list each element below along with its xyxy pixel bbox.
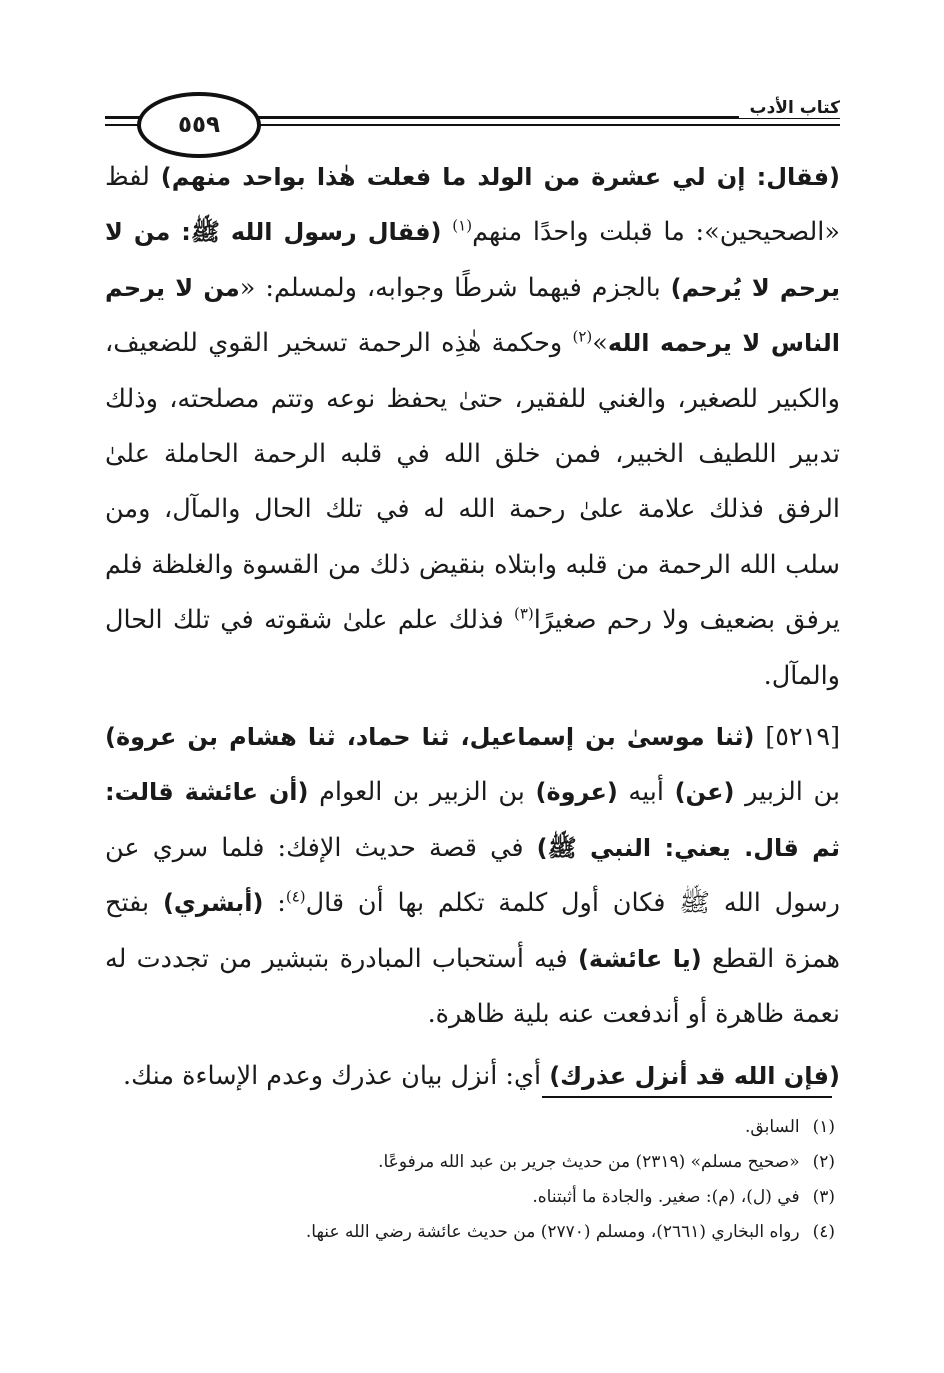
page-number-badge	[137, 92, 261, 158]
bold-text: (فقال رسول الله ﷺ: من لا يرحم لا يُرحم)	[105, 218, 840, 302]
footnote-4	[105, 1215, 835, 1250]
bold-text: (أبشري)	[162, 889, 264, 918]
hadith-number: [٥٢١٩]	[754, 722, 841, 753]
bold-text: (عروة)	[535, 778, 618, 807]
bold-text: من لا يرحم الناس لا يرحمه الله	[105, 273, 841, 358]
footnote-ref: (٢)	[572, 327, 593, 346]
footnote-1	[105, 1110, 835, 1145]
text: »	[592, 328, 608, 359]
text: بفتح همزة القطع	[105, 888, 841, 974]
footnote-number: (١)	[812, 1117, 835, 1137]
footnote-separator	[542, 1096, 832, 1098]
bold-text: (ثنا موسىٰ بن إسماعيل، ثنا حماد، ثنا هشام بن عروة)	[105, 723, 755, 752]
footnote-text: رواه البخاري (٢٦٦١)، ومسلم (٢٧٧٠) من حديث عائشة رضي الله عنها.	[305, 1222, 800, 1242]
bold-text: (فقال: إن لي عشرة من الولد ما فعلت هٰذا بواحد منهم)	[160, 163, 841, 191]
text: فيه أستحباب المبادرة بتبشير من تجددت له نعمة ظاهرة أو أندفعت عنه بلية ظاهرة.	[105, 943, 840, 1030]
bold-text: (عن)	[674, 778, 735, 807]
text	[442, 217, 453, 247]
text: أي: أنزل بيان عذرك وعدم الإساءة منك.	[123, 1060, 550, 1091]
text: بن الزبير بن العوام	[308, 777, 536, 808]
bold-text: (أن عائشة قالت: ثم قال. يعني: النبي ﷺ)	[105, 778, 840, 862]
text: في قصة حديث الإفك: فلما سري عن رسول الله ﷺ فكان أول كلمة تكلم بها أن قال	[105, 832, 840, 919]
footnote-2	[105, 1145, 835, 1180]
bold-text: (يا عائشة)	[577, 944, 702, 973]
text: لفظ «الصحيحين»: ما قبلت واحدًا منهم	[105, 162, 840, 248]
text: فذلك علم علىٰ شقوته في تلك الحال والمآل.	[105, 605, 840, 691]
footnote-ref: (١)	[452, 216, 473, 235]
footnote-text: «صحيح مسلم» (٢٣١٩) من حديث جرير بن عبد الله مرفوعًا.	[378, 1152, 800, 1172]
paragraph-2	[105, 710, 840, 1042]
text: بن الزبير	[734, 777, 840, 808]
footnote-ref: (٤)	[285, 887, 306, 906]
text: أبيه	[617, 777, 675, 808]
main-text	[105, 150, 840, 1104]
footnote-text: السابق.	[745, 1117, 800, 1137]
footnote-number: (٣)	[812, 1187, 835, 1207]
footnote-number: (٢)	[812, 1152, 835, 1172]
footnote-text: في (ل)، (م): صغير. والجادة ما أثبتناه.	[532, 1187, 800, 1207]
book-title: كتاب الأدب	[739, 98, 840, 118]
running-header	[105, 92, 840, 152]
text: :	[263, 888, 286, 919]
page-number: ٥٥٩	[177, 112, 221, 138]
bold-text: (فإن الله قد أنزل عذرك)	[549, 1061, 840, 1090]
footnote-ref: (٣)	[513, 604, 534, 623]
footnote-3	[105, 1180, 835, 1215]
text: وحكمة هٰذِه الرحمة تسخير القوي للضعيف، والكبير للصغير، والغني للفقير، حتىٰ يحفظ نوعه وتتم مصلحته، وذلك تدبير اللطيف الخبير، فمن خلق الله في قلبه الرحمة الحاملة علىٰ الرفق فذلك علامة علىٰ رحمة الله له في تلك الحال والمآل، ومن سلب الله الرحمة من قلبه وابتلاه بنقيض ذلك من القسوة والغلظة فلم يرفق بضعيف ولا رحم صغيرًا	[105, 328, 840, 636]
text: بالجزم فيهما شرطًا وجوابه، ولمسلم: «	[239, 272, 671, 303]
footnote-number: (٤)	[812, 1222, 835, 1242]
footnotes	[105, 1110, 835, 1250]
paragraph-1	[105, 150, 840, 704]
